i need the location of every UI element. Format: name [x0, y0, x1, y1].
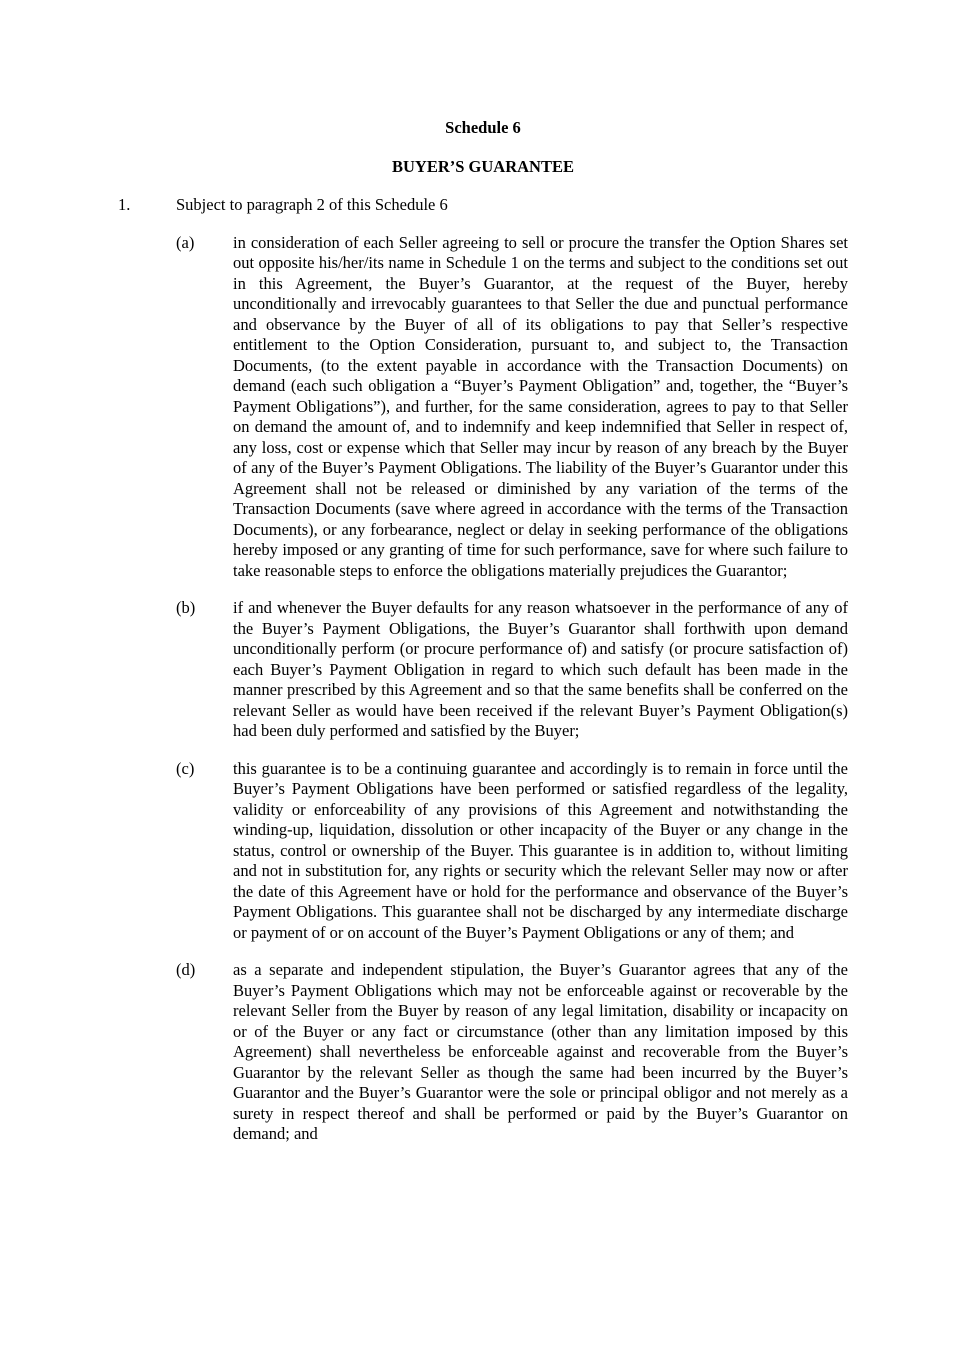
paragraph-text: Subject to paragraph 2 of this Schedule 6	[176, 195, 448, 214]
subparagraph-label: (c)	[176, 758, 195, 778]
schedule-heading: Schedule 6	[445, 118, 521, 137]
subparagraph-text: this guarantee is to be a continuing guarantee and accordingly is to remain in force until the Buyer’s Payment Obligations have been performed or satisfied regardless of the legality, validity or enforceability of any provisions of this Agreement and notwithstanding the winding-up, liquidation, dissolution or other incapacity of the Buyer or any change in the status, control or ownership of the Buyer. This guarantee is in addition to, without limiting and not in substitution for, any rights or security which the relevant Seller may now or after the date of this Agreement have or hold for the performance and observance of the Buyer’s Payment Obligations. This guarantee shall not be discharged by any intermediate discharge or payment of or on account of the Buyer’s Payment Obligations or any of them; and	[233, 758, 848, 942]
subparagraph-text: as a separate and independent stipulation, the Buyer’s Guarantor agrees that any of the Buyer’s Payment Obligations which may not be enforceable against or recoverable by the relevant Seller from the Buyer by reason of any legal limitation, disability or incapacity on or of the Buyer or any fact or circumstance (other than any limitation imposed by this Agreement) shall nevertheless be enforceable against and recoverable from the Buyer’s Guarantor by the relevant Seller as though the same had been incurred by the Buyer’s Guarantor and the Buyer’s Guarantor were the sole or principal obligor and not merely as a surety in respect thereof and shall be performed or paid by the Buyer’s Guarantor on demand; and	[233, 960, 848, 1143]
subparagraph-b	[176, 598, 848, 759]
paragraph-number: 1.	[118, 195, 131, 214]
paragraph-1	[118, 195, 848, 216]
guarantee-heading: BUYER’S GUARANTEE	[392, 156, 574, 176]
subparagraph-text: if and whenever the Buyer defaults for any reason whatsoever in the performance of any of the Buyer’s Payment Obligations, the Buyer’s Guarantor shall forthwith upon demand unconditionally perform (or procure performance of) and satisfy (or procure satisfaction of) each Buyer’s Payment Obligation in regard to which such default has been made in the manner prescribed by this Agreement and so that the same benefits shall be conferred on the relevant Seller as would have been received if the relevant Buyer’s Payment Obligation(s) had been duly performed and satisfied by the Buyer;	[233, 598, 848, 740]
subparagraph-label: (a)	[176, 232, 195, 252]
subparagraph-a	[176, 233, 848, 599]
subparagraph-label: (d)	[176, 960, 196, 979]
subparagraph-label: (b)	[176, 598, 196, 617]
subparagraph-c	[176, 759, 848, 961]
subparagraph-text: in consideration of each Seller agreeing to sell or procure the transfer the Option Shares set out opposite his/her/its name in Schedule 1 on the terms and subject to the conditions set out in this Agreement, the Buyer’s Guarantor, at the request of the Buyer, hereby unconditionally and irrevocably guarantees to that Seller the due and punctual performance and observance by the Buyer of all of its obligations to pay that Seller’s respective entitlement to the Option Consideration, pursuant to, and subject to, the Transaction Documents, (to the extent payable in accordance with the Transaction Documents) on demand (each such obligation a “Buyer’s Payment Obligation” and, together, the “Buyer’s Payment Obligations”), and further, for the same consideration, agrees to pay to that Seller on demand the amount of, and to indemnify and keep indemnified that Seller in respect of, any loss, cost or expense which that Seller may incur by reason of any breach by the Buyer of any of the Buyer’s Payment Obligations. The liability of the Buyer’s Guarantor under this Agreement shall not be released or diminished by any variation of the terms of the Transaction Documents (save where agreed in accordance with the terms of the Transaction Documents), or any forbearance, neglect or delay in seeking performance of the obligations hereby imposed or any granting of time for such performance, save for where such failure to take reasonable steps to enforce the obligations materially prejudices the Guarantor;	[233, 232, 848, 580]
subparagraph-d	[176, 960, 848, 1162]
